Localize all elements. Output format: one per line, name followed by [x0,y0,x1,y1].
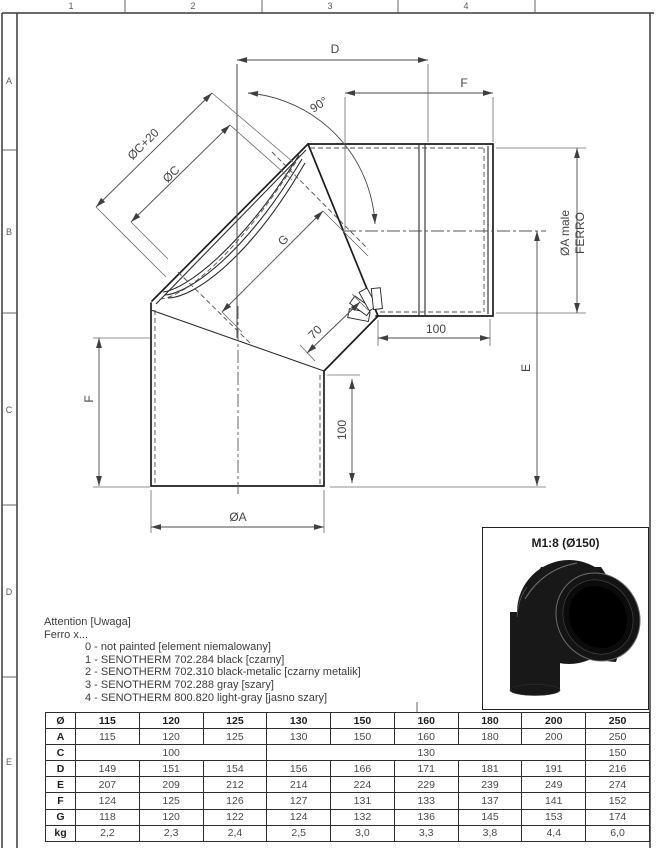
table-cell: 133 [394,793,458,809]
table-cell: 249 [522,777,586,793]
table-cell: 100 [76,745,267,761]
size-table-body [46,713,650,842]
table-cell: 132 [331,809,395,825]
size-table [45,712,650,842]
dim-line-dia-c20 [96,93,212,207]
table-cell: 224 [331,777,395,793]
attention-notes [44,616,361,704]
label-ferro: FERRO [573,212,587,254]
table-cell: 152 [586,793,650,809]
label-100-segment: 100 [335,419,349,441]
table-cell: 154 [203,761,267,777]
table-row [46,777,650,793]
table-cell: 120 [139,729,203,745]
table-cell: 180 [458,713,522,729]
table-cell: 160 [394,713,458,729]
table-cell: kg [46,825,76,841]
table-cell: 160 [394,729,458,745]
dimension-lines [96,60,577,527]
table-cell: 200 [522,729,586,745]
table-cell: 250 [586,729,650,745]
scale-preview-box [482,527,649,710]
table-cell: 130 [267,713,331,729]
table-cell: 137 [458,793,522,809]
table-cell: 149 [76,761,140,777]
socket-arc-1 [163,155,299,292]
note-item: 1 - SENOTHERM 702.284 black [czarny] [85,653,285,666]
table-cell: 191 [522,761,586,777]
label-dia-a-male: ØA male [558,209,572,257]
table-cell: 214 [267,777,331,793]
elbow-3d-render [483,550,647,700]
table-cell: G [46,809,76,825]
label-dia-c20: ØC+20 [124,125,162,163]
dimension-labels [82,42,587,524]
zone-ticks [2,0,535,677]
table-cell: 122 [203,809,267,825]
table-cell: 209 [139,777,203,793]
zone-col-4: 4 [463,1,469,11]
table-cell: D [46,761,76,777]
note-item: 4 - SENOTHERM 800.820 light-gray [jasno szary] [85,691,328,704]
zone-row-d: D [5,587,13,597]
zone-row-b: B [5,227,13,237]
table-cell: 141 [522,793,586,809]
label-100-pipe: 100 [425,322,447,336]
table-row [46,761,650,777]
table-cell: 136 [394,809,458,825]
table-cell: 145 [458,809,522,825]
table-cell: 3,0 [331,825,395,841]
table-cell: 2,5 [267,825,331,841]
table-cell: 212 [203,777,267,793]
table-cell: 174 [586,809,650,825]
table-cell: 171 [394,761,458,777]
table-cell: 156 [267,761,331,777]
label-f-top: F [460,76,468,90]
notes-subtitle: Ferro x... [44,628,89,641]
centerlines [238,231,546,494]
table-cell: F [46,793,76,809]
table-cell: 115 [76,713,140,729]
note-item: 3 - SENOTHERM 702.288 gray [szary] [85,678,274,691]
table-cell: 2,3 [139,825,203,841]
table-cell: 130 [267,729,331,745]
label-g: G [274,231,292,249]
table-cell: 6,0 [586,825,650,841]
table-cell: 239 [458,777,522,793]
table-cell: 207 [76,777,140,793]
table-cell: 274 [586,777,650,793]
table-cell: 127 [267,793,331,809]
table-row [46,793,650,809]
zone-row-c: C [5,405,13,415]
notes-title: Attention [Uwaga] [44,616,131,628]
table-cell: 115 [76,729,140,745]
zone-col-1: 1 [68,1,74,11]
label-dia-a: ØA [229,510,247,524]
table-cell: 229 [394,777,458,793]
table-cell: 151 [139,761,203,777]
table-cell: 2,2 [76,825,140,841]
note-item: 2 - SENOTHERM 702.310 black-metalic [czarny metalik] [85,666,361,679]
table-cell: C [46,745,76,761]
note-item: 0 - not painted [element niemalowany] [85,641,271,654]
table-header-row [46,713,650,729]
table-cell: 150 [331,713,395,729]
table-cell: 216 [586,761,650,777]
zone-col-2: 2 [190,1,196,11]
table-cell: 120 [139,809,203,825]
scale-title: M1:8 (Ø150) [531,536,600,550]
table-row [46,809,650,825]
table-cell: 181 [458,761,522,777]
label-d: D [330,42,340,56]
label-90deg: 90° [307,93,331,116]
table-cell: 166 [331,761,395,777]
table-cell: 3,8 [458,825,522,841]
table-cell: 120 [139,713,203,729]
table-cell: 150 [586,745,650,761]
table-cell: 125 [203,713,267,729]
table-cell: 200 [522,713,586,729]
table-cell: 150 [331,729,395,745]
socket-arc-2 [165,159,302,295]
label-f-left: F [82,395,96,403]
table-cell: E [46,777,76,793]
label-e: E [519,363,533,373]
elbow-outline [151,144,493,486]
table-row [46,745,650,761]
table-cell: 250 [586,713,650,729]
table-cell: Ø [46,713,76,729]
table-cell: 2,4 [203,825,267,841]
zone-row-e: E [5,757,13,767]
table-cell: 118 [76,809,140,825]
table-cell: 131 [331,793,395,809]
table-cell: 124 [267,809,331,825]
zone-row-a: A [5,76,13,86]
label-70: 70 [305,322,325,342]
zone-col-3: 3 [327,1,333,11]
table-row [46,729,650,745]
table-cell: 130 [267,745,586,761]
table-cell: 180 [458,729,522,745]
table-cell: 126 [203,793,267,809]
table-cell: 125 [139,793,203,809]
table-cell: 124 [76,793,140,809]
table-cell: 125 [203,729,267,745]
table-row [46,825,650,841]
table-cell: 4,4 [522,825,586,841]
table-cell: A [46,729,76,745]
table-cell: 153 [522,809,586,825]
table-cell: 3,3 [394,825,458,841]
label-dia-c: ØC [159,162,183,186]
